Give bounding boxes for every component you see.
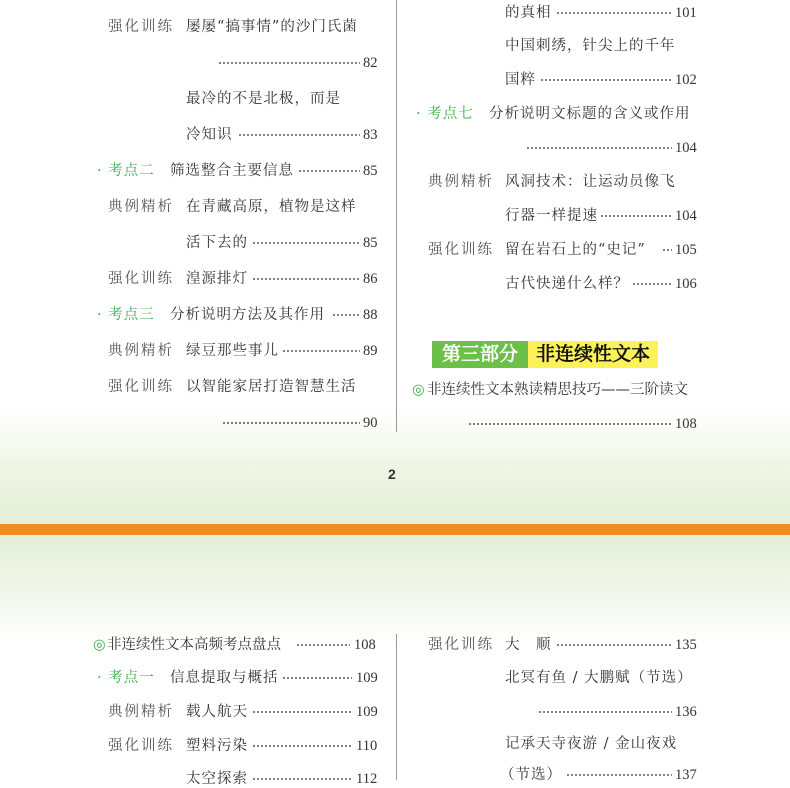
entry-page: 102 <box>675 72 697 88</box>
entry-page: 112 <box>356 771 378 787</box>
section-label: · 考点二 <box>97 163 155 179</box>
entry-title: 中国刺绣，针尖上的千年 <box>505 38 676 54</box>
column-divider-bottom <box>396 634 397 780</box>
leader-dots <box>540 79 672 81</box>
section-title: 分析说明文标题的含义或作用 <box>489 106 691 122</box>
section-label: · 考点一 <box>97 670 155 686</box>
section-label: · 考点七 <box>416 106 474 122</box>
entry-title: 大 顺 <box>505 637 552 653</box>
entry-page: 137 <box>675 767 697 783</box>
leader-dots <box>296 644 350 646</box>
entry-page: 88 <box>363 307 378 323</box>
leader-dots <box>222 422 360 424</box>
entry-title: 在青藏高原，植物是这样 <box>186 199 357 215</box>
leader-dots <box>556 644 672 646</box>
section-title: 筛选整合主要信息 <box>170 163 294 179</box>
entry-tag: 强化训练 <box>428 637 494 653</box>
entry-title: 留在岩石上的“史记” <box>505 242 646 258</box>
entry-page: 106 <box>675 276 697 292</box>
entry-tag: 典例精析 <box>108 704 174 720</box>
entry-page: 105 <box>675 242 697 258</box>
entry-title: 以智能家居打造智慧生活 <box>186 379 357 395</box>
entry-page: 109 <box>356 670 378 686</box>
entry-title: 冷知识 <box>186 127 233 143</box>
entry-page: 85 <box>363 163 378 179</box>
entry-tag: 典例精析 <box>428 174 494 190</box>
entry-page: 110 <box>356 738 378 754</box>
entry-title: 北冥有鱼 / 大鹏赋（节选） <box>505 670 693 686</box>
leader-dots <box>252 711 352 713</box>
entry-page: 90 <box>363 415 378 431</box>
leader-dots <box>298 170 360 172</box>
entry-title: 太空探索 <box>186 771 248 787</box>
entry-title: （节选） <box>500 767 562 783</box>
entry-tag: 典例精析 <box>108 199 174 215</box>
leader-dots <box>468 423 672 425</box>
part-label: 第三部分 <box>432 341 528 368</box>
page-number: 2 <box>388 466 396 482</box>
entry-tag: 强化训练 <box>108 19 174 35</box>
entry-title: 最冷的不是北极，而是 <box>186 91 341 107</box>
leader-dots <box>526 147 672 149</box>
entry-page: 89 <box>363 343 378 359</box>
leader-dots <box>282 677 352 679</box>
entry-title: 活下去的 <box>186 235 248 251</box>
circle-bullet-icon: ◎ <box>93 637 106 653</box>
entry-page: 85 <box>363 235 378 251</box>
entry-page: 108 <box>354 637 376 653</box>
section-title: 信息提取与概括 <box>170 670 279 686</box>
entry-tag: 强化训练 <box>428 242 494 258</box>
leader-dots <box>632 283 672 285</box>
part-title: 非连续性文本 <box>528 341 658 368</box>
entry-page: 136 <box>675 704 697 720</box>
entry-page: 83 <box>363 127 378 143</box>
entry-title: 古代快递什么样？ <box>505 276 629 292</box>
leader-dots <box>282 350 360 352</box>
entry-tag: 强化训练 <box>108 379 174 395</box>
section-label: · 考点三 <box>97 307 155 323</box>
column-divider-top <box>396 0 397 432</box>
entry-tag: 强化训练 <box>108 271 174 287</box>
entry-title: 行器一样提速 <box>505 208 598 224</box>
entry-page: 135 <box>675 637 697 653</box>
entry-page: 104 <box>675 208 697 224</box>
entry-title: 塑料污染 <box>186 738 248 754</box>
entry-title: 屡屡“搞事情”的沙门氏菌 <box>186 19 358 35</box>
entry-page: 86 <box>363 271 378 287</box>
leader-dots <box>556 12 672 14</box>
leader-dots <box>538 711 672 713</box>
entry-title: 风洞技术：让运动员像飞 <box>505 174 676 190</box>
entry-page: 109 <box>356 704 378 720</box>
leader-dots <box>566 774 672 776</box>
leader-dots <box>252 745 352 747</box>
entry-title: 载人航天 <box>186 704 248 720</box>
entry-page: 104 <box>675 140 697 156</box>
entry-title: 非连续性文本高频考点盘点 <box>107 637 281 653</box>
leader-dots <box>238 134 360 136</box>
entry-title: 记承天寺夜游 / 金山夜戏 <box>505 736 678 752</box>
leader-dots <box>332 314 360 316</box>
circle-bullet-icon: ◎ <box>412 382 425 398</box>
leader-dots <box>600 215 672 217</box>
entry-page: 101 <box>675 5 697 21</box>
entry-title: 非连续性文本熟读精思技巧——三阶读文 <box>427 382 688 398</box>
entry-title: 的真相 <box>505 5 552 21</box>
entry-tag: 典例精析 <box>108 343 174 359</box>
entry-tag: 强化训练 <box>108 738 174 754</box>
leader-dots <box>252 278 360 280</box>
entry-title: 湟源排灯 <box>186 271 248 287</box>
leader-dots <box>218 62 360 64</box>
leader-dots <box>252 242 360 244</box>
entry-page: 82 <box>363 55 378 71</box>
part-three-heading <box>432 341 658 368</box>
entry-title: 国粹 <box>505 72 536 88</box>
leader-dots <box>662 249 672 251</box>
entry-page: 108 <box>675 416 697 432</box>
section-title: 分析说明方法及其作用 <box>170 307 325 323</box>
entry-title: 绿豆那些事儿 <box>186 343 279 359</box>
page-separator-band <box>0 524 790 535</box>
